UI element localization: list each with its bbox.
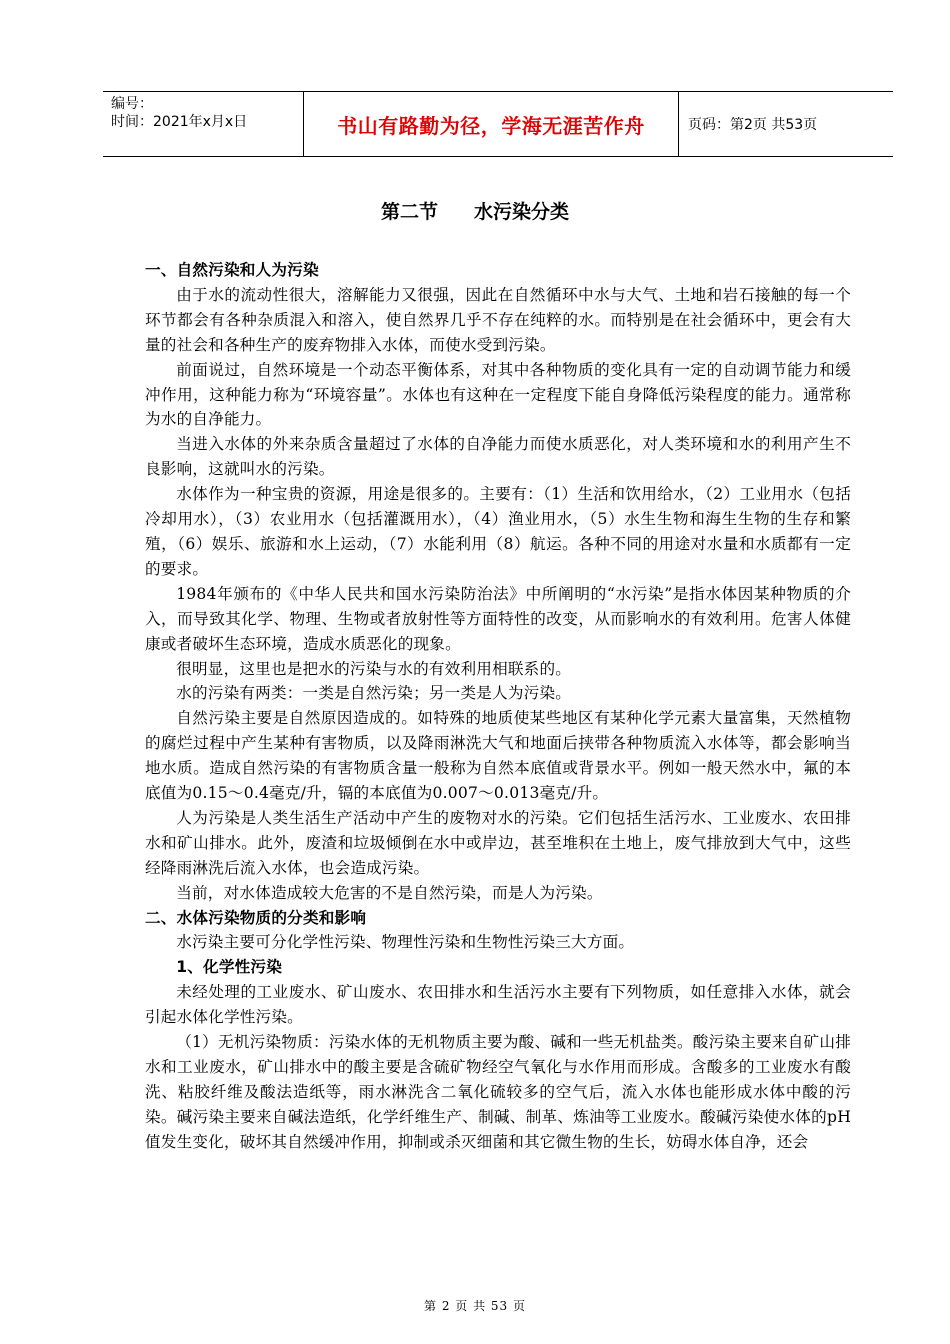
paragraph: 水体作为一种宝贵的资源，用途是很多的。主要有：（1）生活和饮用给水，（2）工业用水（包括冷却用水），（3）农业用水（包括灌溉用水），（4）渔业用水，（5）水生生物和海生生物的生存和繁殖，（6）娱乐、旅游和水上运动，（7）水能利用（8）航运。各种不同的用途对水量和水质都有一定的要求。: [145, 485, 851, 578]
subsection-heading: 1、化学性污染: [176, 958, 283, 977]
section-name: 水污染分类: [474, 201, 570, 223]
paragraph: 自然污染主要是自然原因造成的。如特殊的地质使某些地区有某种化学元素大量富集，天然植物的腐烂过程中产生某种有害物质，以及降雨淋洗大气和地面后挟带各种物质流入水体等，都会影响当地水质。造成自然污染的有害物质含量一般称为自然本底值或背景水平。例如一般天然水中，氟的本底值为0.15～0.4毫克/升，镉的本底值为0.007～0.013毫克/升。: [145, 709, 851, 803]
paragraph: 1984年颁布的《中华人民共和国水污染防治法》中所阐明的“水污染”是指水体因某种物质的介入，而导致其化学、物理、生物或者放射性等方面特性的改变，从而影响水的有效利用。危害人体健康或者破坏生态环境，造成水质恶化的现象。: [145, 584, 851, 653]
paragraph: 当前，对水体造成较大危害的不是自然污染，而是人为污染。: [176, 883, 603, 902]
paragraph: （1）无机污染物质：污染水体的无机物质主要为酸、碱和一些无机盐类。酸污染主要来自矿山排水和工业废水，矿山排水中的酸主要是含硫矿物经空气氧化与水作用而形成。含酸多的工业废水有酸洗、粘胶纤维及酸法造纸等，雨水淋洗含二氧化硫较多的空气后，流入水体也能形成水体中酸的污染。碱污染主要来自碱法造纸，化学纤维生产、制碱、制革、炼油等工业废水。酸碱污染使水体的pH值发生变化，破坏其自然缓冲作用，抑制或杀灭细菌和其它微生物的生长，妨碍水体自净，还会: [145, 1033, 851, 1151]
paragraph: 水污染主要可分化学性污染、物理性污染和生物性污染三大方面。: [176, 933, 635, 952]
page-header: [103, 91, 893, 157]
section-heading: 一、自然污染和人为污染: [145, 261, 319, 279]
header-motto: 书山有路勤为径，学海无涯苦作舟: [303, 92, 679, 156]
paragraph: 人为污染是人类生活生产活动中产生的废物对水的污染。它们包括生活污水、工业废水、农田排水和矿山排水。此外，废渣和垃圾倾倒在水中或岸边，甚至堆积在土地上，废气排放到大气中，这些经降雨淋洗后流入水体，也会造成污染。: [145, 808, 851, 877]
paragraph: 由于水的流动性很大，溶解能力又很强，因此在自然循环中水与大气、土地和岩石接触的每一个环节都会有各种杂质混入和溶入，使自然界几乎不存在纯粹的水。而特别是在社会循环中，更会有大量的社会和各种生产的废弃物排入水体，而使水受到污染。: [145, 285, 851, 354]
paragraph: 很明显，这里也是把水的污染与水的有效利用相联系的。: [176, 659, 572, 678]
document-body: [145, 258, 851, 1155]
section-title: [0, 197, 950, 224]
paragraph: 水的污染有两类：一类是自然污染；另一类是人为污染。: [176, 684, 572, 703]
paragraph: 前面说过，自然环境是一个动态平衡体系，对其中各种物质的变化具有一定的自动调节能力和缓冲作用，这种能力称为“环境容量”。水体也有这种在一定程度下能自身降低污染程度的能力。通常称为水的自净能力。: [145, 360, 851, 429]
paragraph: 未经处理的工业废水、矿山废水、农田排水和生活污水主要有下列物质，如任意排入水体，就会引起水体化学性污染。: [145, 983, 851, 1027]
document-time-label: 时间：2021年x月x日: [111, 114, 248, 130]
header-page-info: 页码：第2页 共53页: [688, 117, 818, 133]
page-footer: 第 2 页 共 53 页: [424, 1299, 526, 1313]
header-meta: [103, 92, 303, 156]
paragraph: 当进入水体的外来杂质含量超过了水体的自净能力而使水质恶化，对人类环境和水的利用产生不良影响，这就叫水的污染。: [145, 435, 851, 479]
section-heading: 二、水体污染物质的分类和影响: [145, 908, 367, 927]
document-number-label: 编号：: [111, 96, 153, 112]
section-number: 第二节: [380, 201, 438, 223]
